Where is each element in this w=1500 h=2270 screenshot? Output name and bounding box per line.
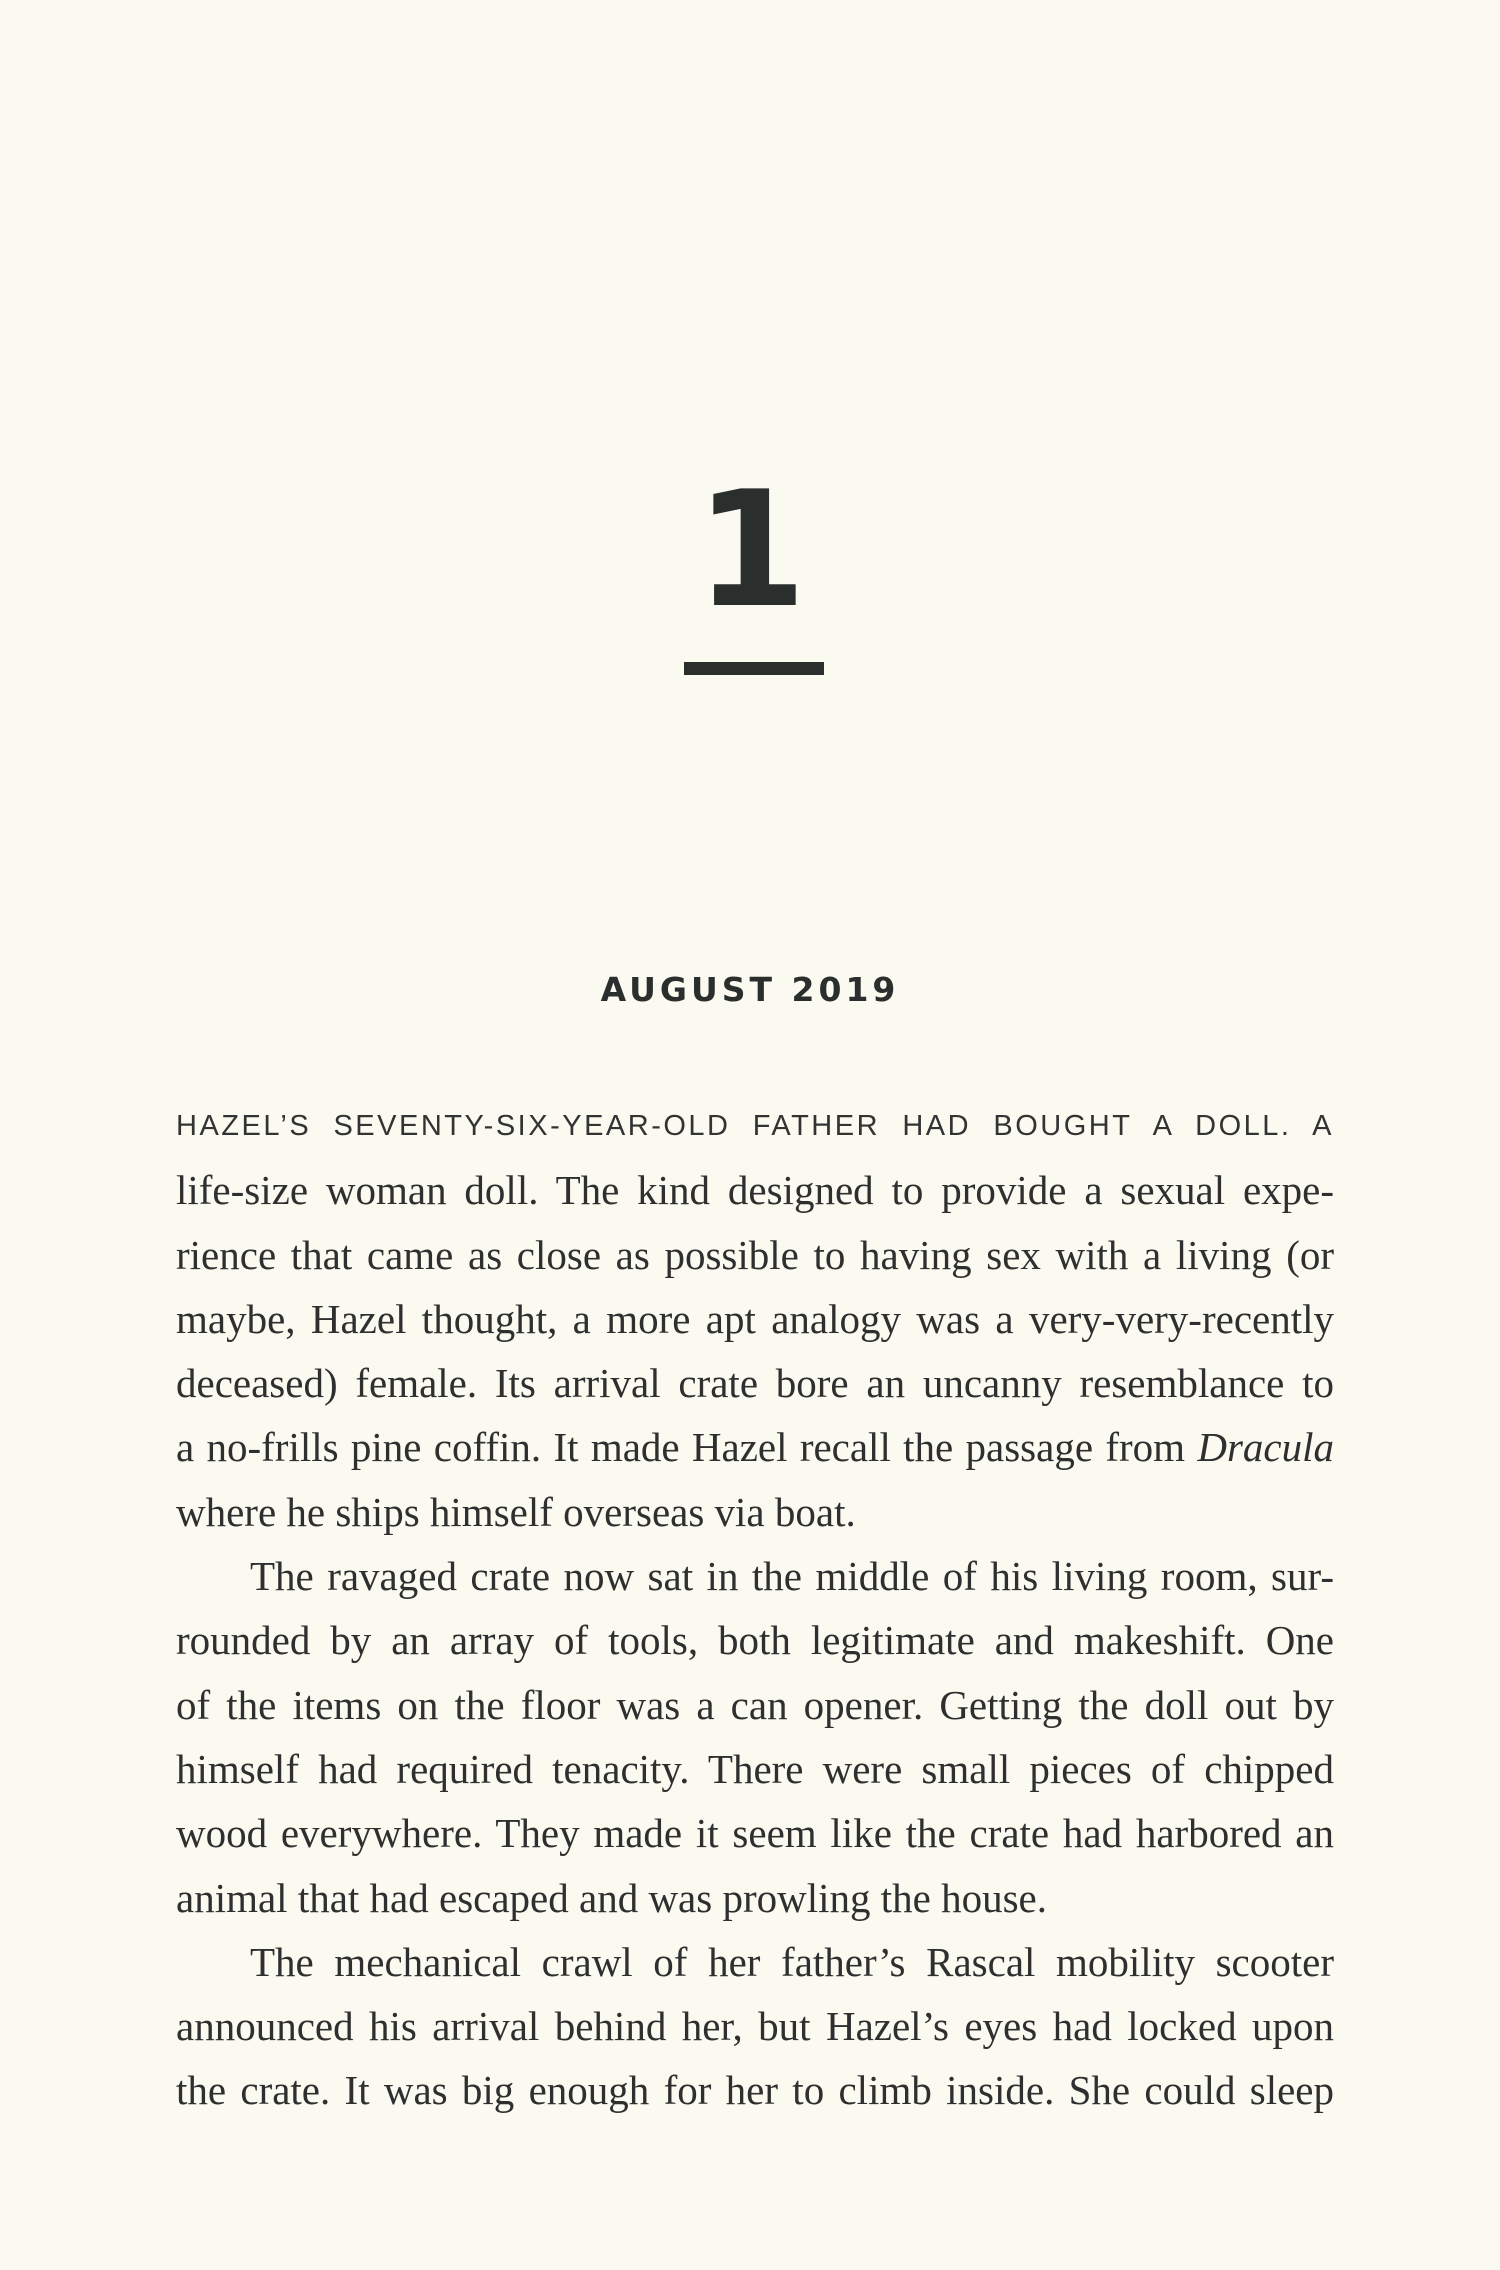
opening-caps-line: HAZEL’S SEVENTY-SIX-YEAR-OLD FATHER HAD BOUGHT A DOLL. A [176,1110,1334,1142]
chapter-rule [684,662,824,675]
text-line: maybe, Hazel thought, a more apt analogy was a very-very-recently [176,1295,1334,1342]
text-line: wood everywhere. They made it seem like the crate had harbored an [176,1810,1334,1857]
text-line: where he ships himself overseas via boat. [176,1488,856,1535]
text-segment: a no-frills pine coffin. It made Hazel recall the passage from [176,1424,1186,1471]
paragraph-3 [176,1930,1334,2123]
text-line [176,1415,1334,1479]
text-line: deceased) female. Its arrival crate bore an uncanny resemblance to [176,1360,1334,1407]
text-line: of the items on the floor was a can opener. Getting the doll out by [176,1681,1334,1728]
text-line: rounded by an array of tools, both legitimate and makeshift. One [176,1617,1334,1664]
text-line: himself had required tenacity. There were small pieces of chipped [176,1745,1334,1792]
text-line: announced his arrival behind her, but Hazel’s eyes had locked upon [176,2003,1334,2050]
paragraph-1 [176,1094,1334,1544]
text-line: The mechanical crawl of her father’s Rascal mobility scooter [250,1938,1334,1985]
text-line: The ravaged crate now sat in the middle of his living room, sur- [250,1553,1334,1600]
chapter-number: 1 [695,456,805,643]
text-line: life-size woman doll. The kind designed to provide a sexual expe- [176,1167,1334,1214]
text-line: rience that came as close as possible to having sex with a living (or [176,1231,1334,1278]
book-title-italic: Dracula [1197,1424,1335,1471]
body-text [176,1094,1334,2123]
paragraph-2 [176,1544,1334,1930]
text-line: the crate. It was big enough for her to climb inside. She could sleep [176,2067,1334,2114]
chapter-date: AUGUST 2019 [600,970,900,1009]
text-line: animal that had escaped and was prowling the house. [176,1874,1047,1921]
